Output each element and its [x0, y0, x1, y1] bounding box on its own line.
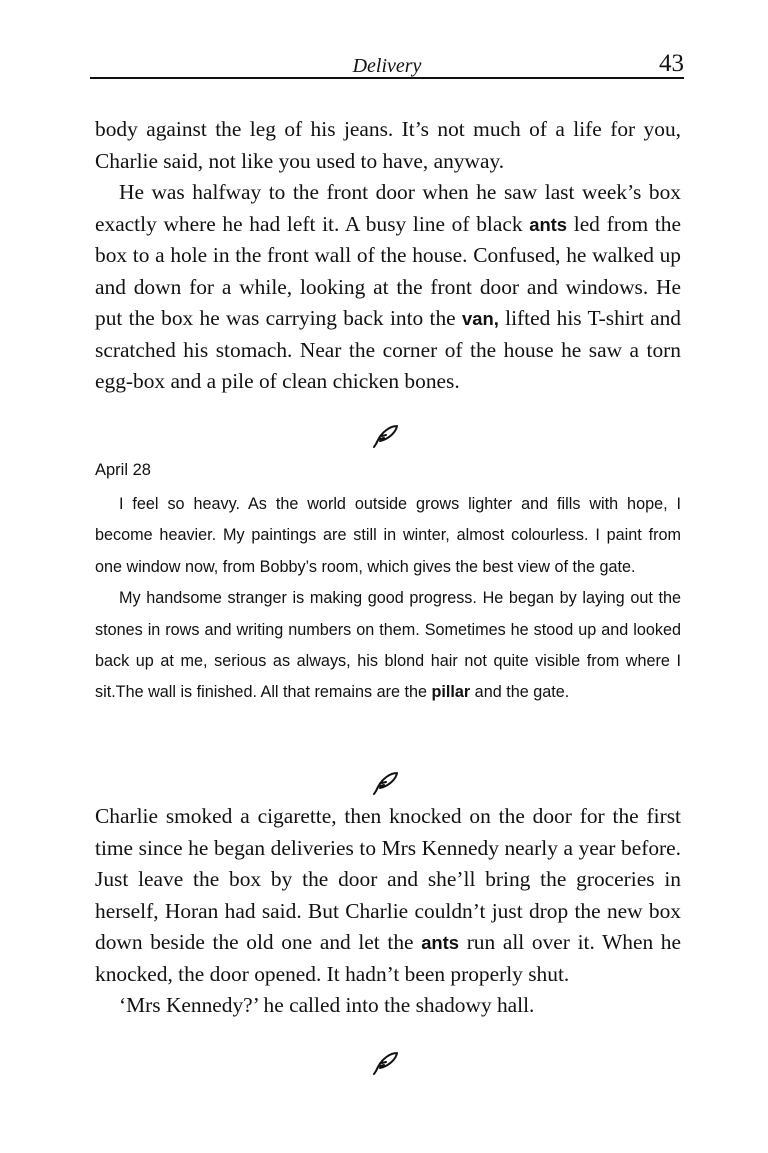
header-rule	[90, 77, 684, 79]
page-number: 43	[659, 50, 684, 77]
running-header	[90, 50, 684, 80]
narrative-section-2	[95, 801, 681, 1022]
quill-pen-icon	[370, 1050, 400, 1076]
quill-pen-icon	[370, 423, 400, 449]
glossary-word-ants: ants	[529, 213, 568, 235]
glossary-word-pillar: pillar	[431, 683, 471, 702]
quill-pen-icon	[370, 770, 400, 796]
diary-paragraph-1: I feel so heavy. As the world outside grows lighter and fills with hope, I become heavier. My paintings are still in winter, almost colourless. I paint from one window now, from Bobby’s room, which gives the best view of the gate.	[95, 495, 681, 576]
paragraph-4: ‘Mrs Kennedy?’ he called into the shadowy hall.	[119, 993, 535, 1017]
paragraph-3: Charlie smoked a cigarette, then knocked on the door for the first time since he began deliveries to Mrs Kennedy nearly a year before. Just leave the box by the door and she’ll bring the groceries in herself, Horan had said. But Charlie couldn’t just drop the new box down beside the old one and let the ants run all over it. When he knocked, the door opened. It hadn’t been properly shut.	[95, 804, 681, 986]
diary-date: April 28	[95, 461, 151, 479]
paragraph-1: body against the leg of his jeans. It’s not much of a life for you, Charlie said, not like you used to have, anyway.	[95, 117, 681, 173]
glossary-word-van: van,	[462, 308, 499, 329]
chapter-title: Delivery	[352, 55, 422, 77]
glossary-word-ants: ants	[421, 932, 460, 953]
diary-entry	[95, 489, 681, 709]
diary-paragraph-2: My handsome stranger is making good progress. He began by laying out the stones in rows and writing numbers on them. Sometimes he stood up and looked back up at me, serious as always, his blond hair not quite visible from where I sit.The wall is finished. All that remains are the pillar and the gate.	[95, 589, 681, 702]
paragraph-2: He was halfway to the front door when he saw last week’s box exactly where he had left it. A busy line of black ants led from the box to a hole in the front wall of the house. Confused, he walked up and down for a while, looking at the front door and windows. He put the box he was carrying back into the van, lifted his T-shirt and scratched his stomach. Near the corner of the house he saw a torn egg-box and a pile of clean chicken bones.	[95, 180, 681, 393]
narrative-section-1	[95, 114, 681, 398]
